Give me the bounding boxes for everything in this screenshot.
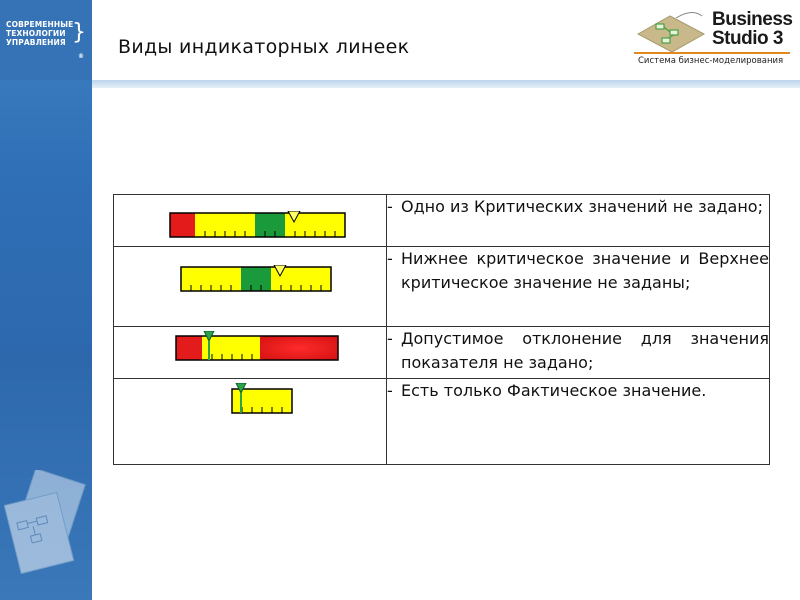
sidebar — [0, 0, 92, 600]
document-papers-icon — [4, 470, 94, 590]
ruler-cell-2 — [114, 247, 387, 327]
dash: - — [387, 197, 393, 216]
description-cell-2 — [387, 247, 770, 327]
dash: - — [387, 249, 393, 268]
brand-subtitle: Система бизнес-моделирования — [638, 56, 784, 66]
company-line-2: ТЕХНОЛОГИИ — [6, 29, 66, 38]
company-line-1: СОВРЕМЕННЫЕ — [6, 20, 74, 29]
row-description: Допустимое отклонение для значения показателя не задано; — [401, 329, 769, 372]
company-line-3: УПРАВЛЕНИЯ — [6, 38, 66, 47]
indicator-ruler-1 — [169, 211, 349, 238]
brand-name — [712, 10, 792, 48]
description-cell-3 — [387, 327, 770, 379]
row-description: Одно из Критических значений не задано; — [401, 197, 763, 216]
description-cell-1 — [387, 195, 770, 247]
indicator-ruler-2 — [180, 265, 334, 292]
row-description: Есть только Фактическое значение. — [401, 381, 707, 400]
brand-name-line2: Studio 3 — [712, 28, 783, 49]
brace-icon: } — [72, 20, 87, 45]
page-title: Виды индикаторных линеек — [118, 36, 410, 58]
brand-underline — [634, 52, 790, 54]
row-description: Нижнее критическое значение и Верхнее критическое значение не заданы; — [401, 249, 769, 292]
brand-name-line1: Business — [712, 9, 793, 30]
company-logo — [6, 20, 87, 60]
header-divider — [92, 80, 800, 88]
description-cell-4 — [387, 379, 770, 465]
table-row — [114, 327, 770, 379]
indicator-ruler-table — [113, 194, 770, 465]
ruler-cell-4 — [114, 379, 387, 465]
registered-mark: ® — [78, 53, 85, 60]
indicator-ruler-4 — [231, 383, 295, 414]
indicator-ruler-3 — [175, 331, 341, 361]
table-row — [114, 247, 770, 327]
dash: - — [387, 329, 393, 348]
table-row — [114, 195, 770, 247]
dash: - — [387, 381, 393, 400]
diagram-logo-icon — [632, 8, 710, 56]
business-studio-logo — [630, 8, 795, 73]
table-row — [114, 379, 770, 465]
ruler-cell-3 — [114, 327, 387, 379]
ruler-cell-1 — [114, 195, 387, 247]
